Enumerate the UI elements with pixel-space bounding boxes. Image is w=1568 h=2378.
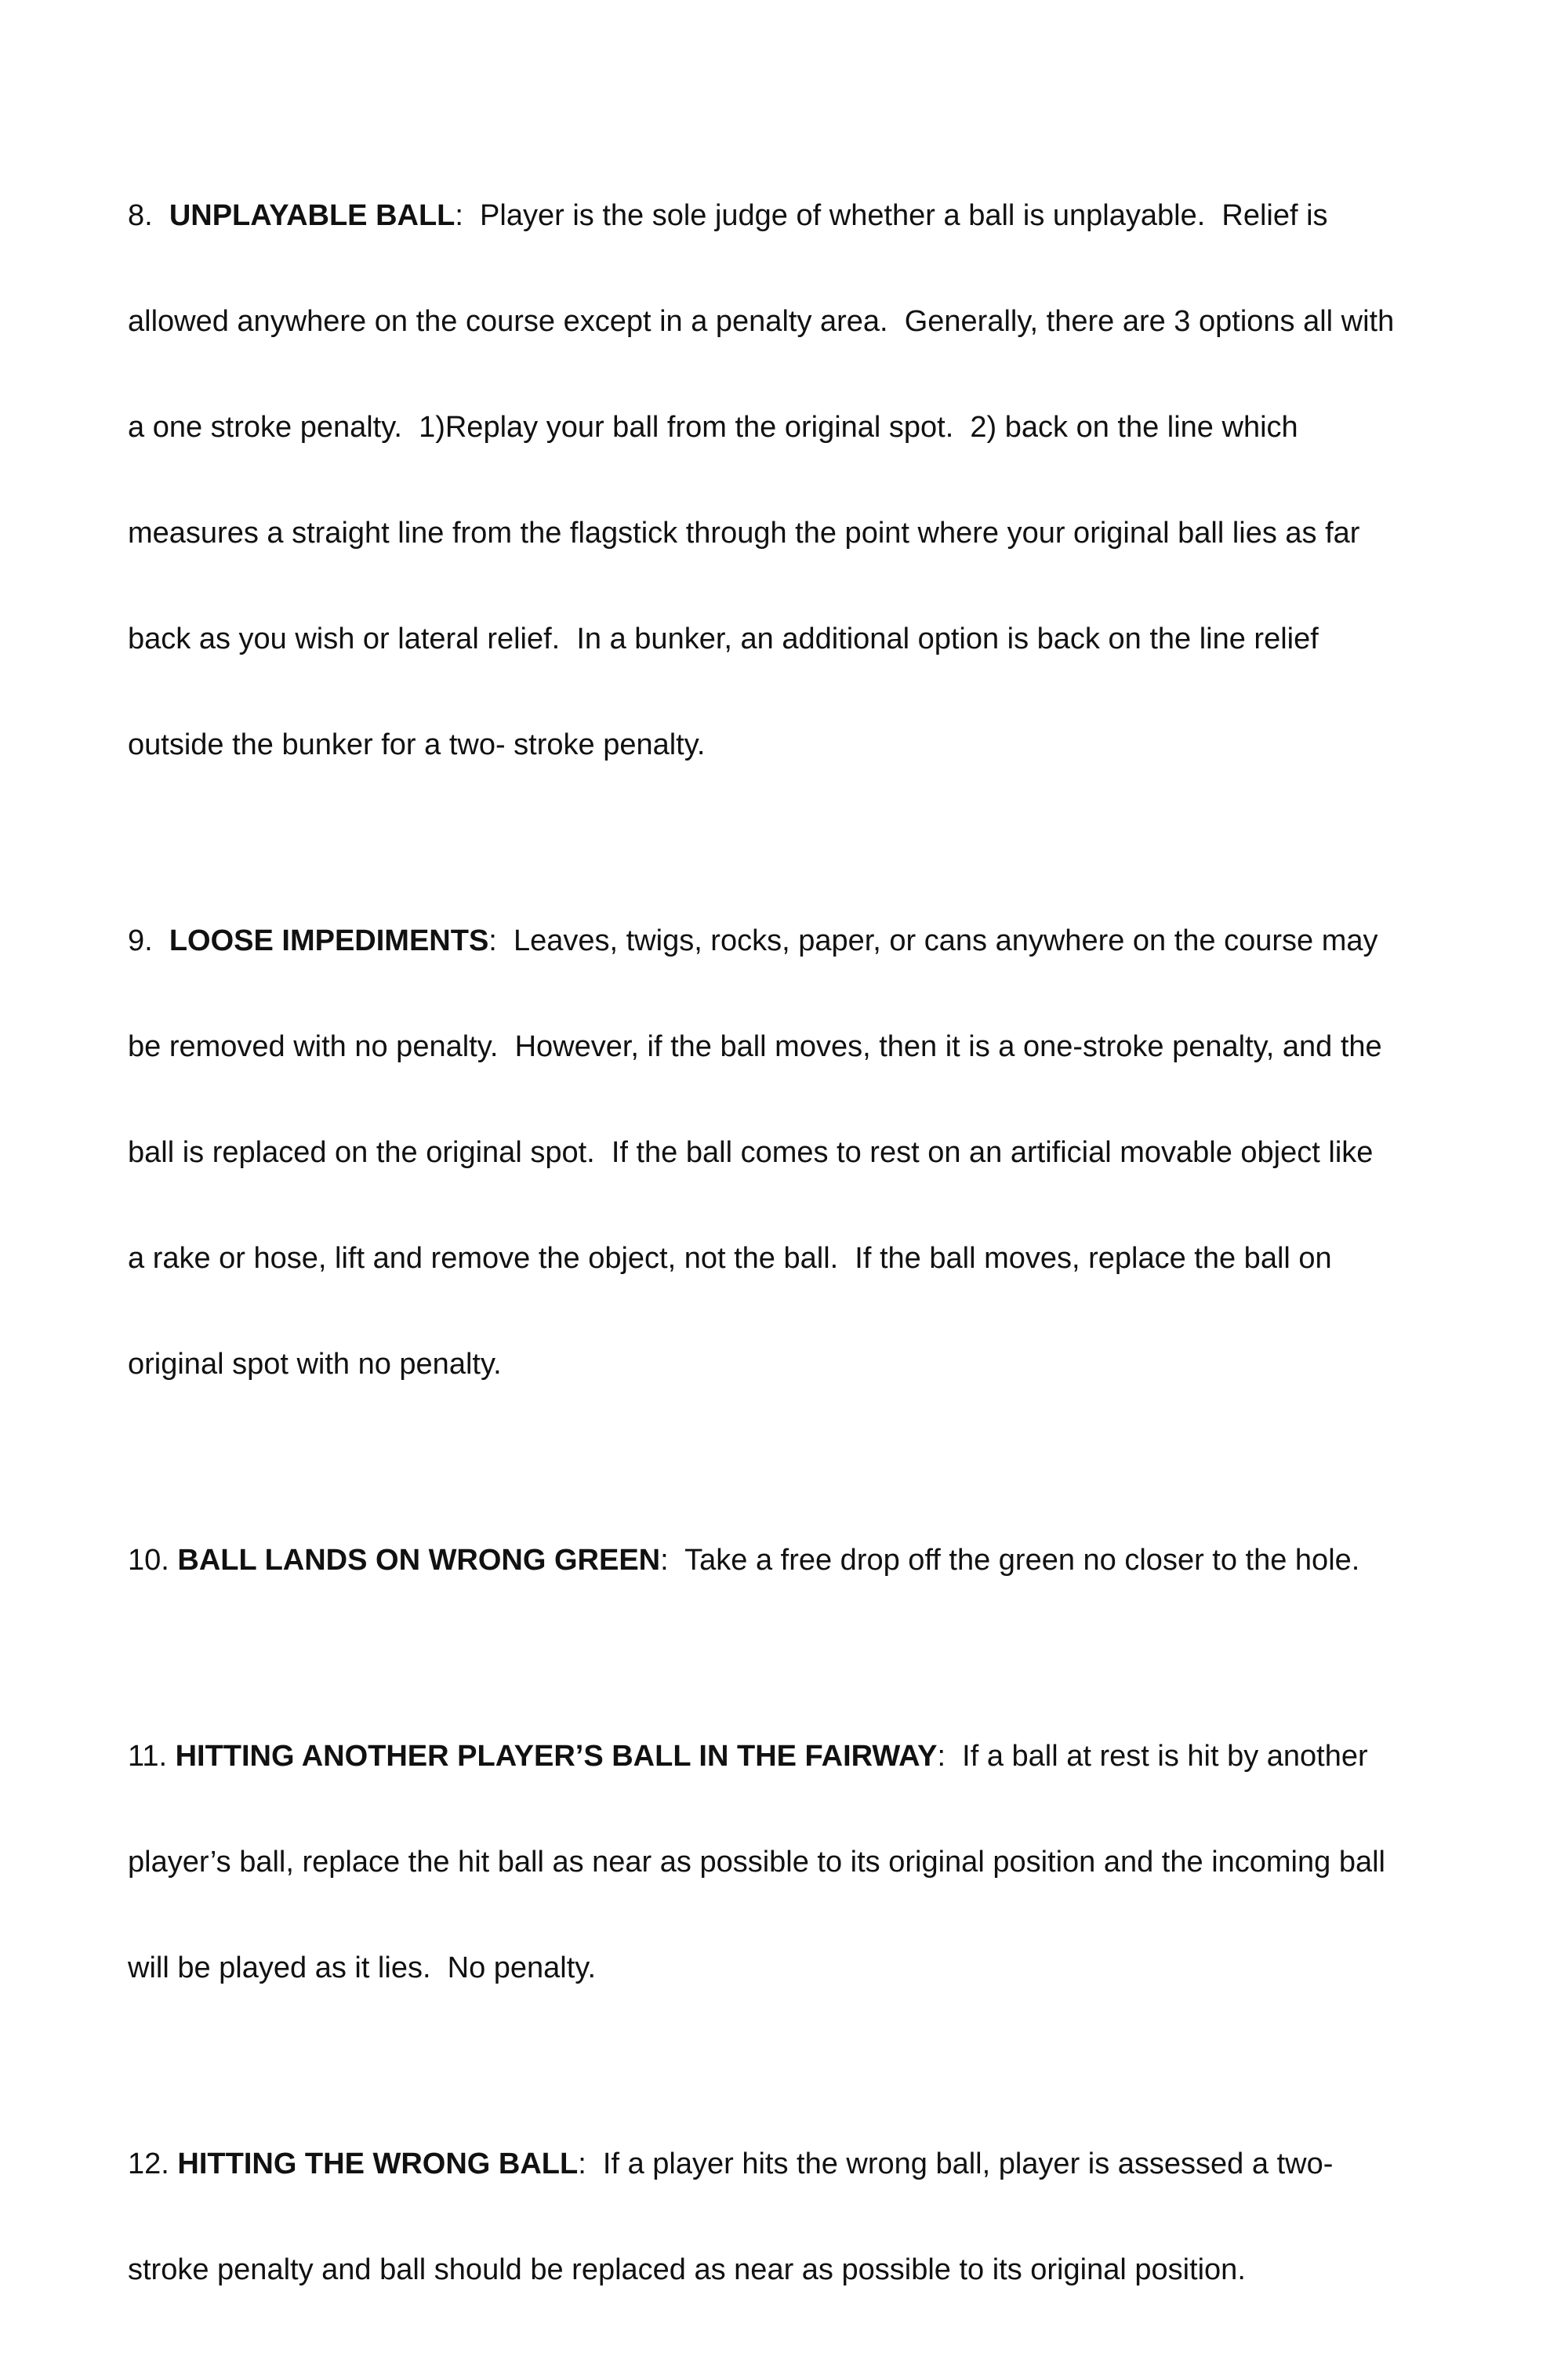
rule-line [128,2147,1445,2182]
rule-number: 12. [128,2147,178,2180]
rule-number: 8. [128,199,169,232]
rule-line: player’s ball, replace the hit ball as near as possible to its original position and the incoming ball [128,1846,1385,1879]
rule-line: a one stroke penalty. 1)Replay your ball from the original spot. 2) back on the line which [128,411,1298,444]
rule-number: 9. [128,924,169,957]
rule-9-loose-impediments [128,853,1445,1453]
rule-title: BALL LANDS ON WRONG GREEN [177,1544,661,1577]
rule-line: ball is replaced on the original spot. If the ball comes to rest on an artificial movable object like [128,1136,1374,1169]
rule-title: LOOSE IMPEDIMENTS [169,924,489,957]
rule-line [128,1739,1445,1774]
rule-11-another-players-ball [128,1668,1445,2057]
rule-title: UNPLAYABLE BALL [169,199,456,232]
rule-10-wrong-green [128,1472,1445,1649]
rule-line: be removed with no penalty. However, if the ball moves, then it is a one-stroke penalty, and the [128,1030,1382,1063]
rule-title: HITTING THE WRONG BALL [177,2147,579,2180]
rule-number: 10. [128,1544,178,1577]
rule-line: a rake or hose, lift and remove the object, not the ball. If the ball moves, replace the ball on [128,1242,1332,1275]
rule-line: outside the bunker for a two- stroke penalty. [128,728,706,761]
rule-8-unplayable-ball [128,128,1445,833]
rule-line: measures a straight line from the flagstick through the point where your original ball lies as far [128,517,1360,550]
rule-line: original spot with no penalty. [128,1348,502,1381]
rule-line: will be played as it lies. No penalty. [128,1951,597,1984]
rule-text: : Take a free drop off the green no closer to the hole. [660,1544,1360,1577]
rule-text: : If a player hits the wrong ball, player is assessed a two- [578,2147,1334,2180]
rule-text: : If a ball at rest is hit by another [937,1740,1368,1773]
rule-line: allowed anywhere on the course except in a penalty area. Generally, there are 3 options all with [128,305,1395,338]
rule-line: back as you wish or lateral relief. In a bunker, an additional option is back on the line relief [128,623,1319,655]
rules-document [128,128,1445,2378]
rule-text: : Player is the sole judge of whether a ball is unplayable. Relief is [455,199,1328,232]
rule-text: : Leaves, twigs, rocks, paper, or cans anywhere on the course may [488,924,1378,957]
rule-line [128,924,1445,959]
rule-title: HITTING ANOTHER PLAYER’S BALL IN THE FAIRWAY [175,1740,938,1773]
rule-line [128,1543,1445,1578]
rule-12-wrong-ball [128,2076,1445,2358]
rule-number: 11. [128,1740,176,1773]
rule-line [128,198,1445,234]
rule-line: stroke penalty and ball should be replaced as near as possible to its original position. [128,2253,1246,2286]
